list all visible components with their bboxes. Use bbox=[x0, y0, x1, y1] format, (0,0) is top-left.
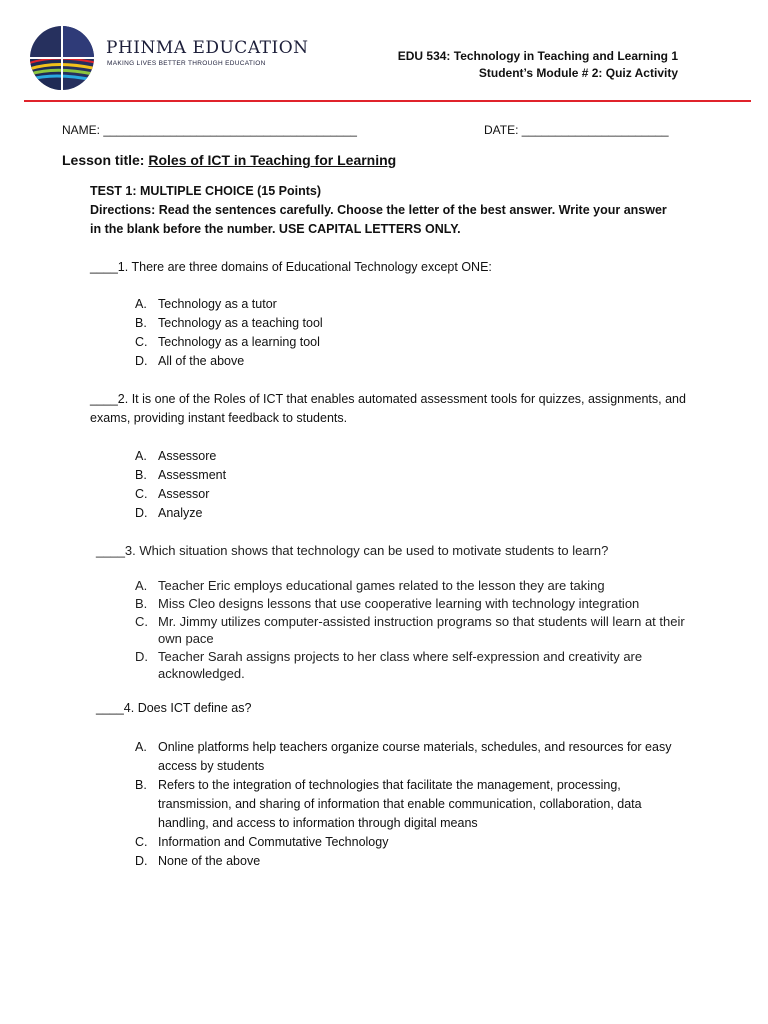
option-letter: C. bbox=[135, 335, 148, 349]
option-letter: B. bbox=[135, 316, 147, 330]
option-letter: D. bbox=[135, 854, 148, 868]
option-letter: B. bbox=[135, 596, 148, 611]
question-3-options bbox=[135, 577, 695, 682]
option-a bbox=[135, 738, 680, 776]
option-letter: B. bbox=[135, 468, 147, 482]
option-letter: B. bbox=[135, 778, 147, 792]
question-1: ____1. There are three domains of Educational Technology except ONE: bbox=[90, 260, 492, 274]
test-directions: Directions: Read the sentences carefully. Choose the letter of the best answer. Write your answer in the blank before the number. USE CAPITAL LETTERS ONLY. bbox=[90, 203, 667, 236]
option-letter: C. bbox=[135, 487, 148, 501]
question-2: ____2. It is one of the Roles of ICT that enables automated assessment tools for quizzes, assignments, and exams, providing instant feedback to students. bbox=[90, 392, 686, 425]
option-d bbox=[135, 504, 695, 523]
question-4: ____4. Does ICT define as? bbox=[96, 701, 252, 715]
option-a bbox=[135, 447, 695, 466]
option-letter: A. bbox=[135, 740, 147, 754]
option-letter: A. bbox=[135, 449, 147, 463]
option-text: Teacher Eric employs educational games related to the lesson they are taking bbox=[158, 578, 605, 593]
option-c bbox=[135, 833, 680, 852]
option-letter: D. bbox=[135, 649, 148, 664]
option-d bbox=[135, 648, 695, 682]
option-text: Assessore bbox=[158, 449, 217, 463]
course-info bbox=[398, 48, 678, 82]
option-a bbox=[135, 577, 695, 594]
brand-tagline: MAKING LIVES BETTER THROUGH EDUCATION bbox=[107, 60, 266, 67]
option-text: None of the above bbox=[158, 854, 261, 868]
option-letter: D. bbox=[135, 354, 148, 368]
option-letter: D. bbox=[135, 506, 148, 520]
test-header bbox=[90, 182, 680, 239]
option-c bbox=[135, 485, 695, 504]
option-letter: A. bbox=[135, 578, 148, 593]
option-text: Assessor bbox=[158, 487, 210, 501]
header-divider bbox=[24, 100, 751, 102]
option-c bbox=[135, 613, 695, 647]
lesson-title bbox=[62, 152, 396, 168]
option-text: Information and Commutative Technology bbox=[158, 835, 389, 849]
question-1-options bbox=[135, 295, 695, 371]
course-line: EDU 534: Technology in Teaching and Learning 1 bbox=[397, 49, 678, 63]
option-letter: C. bbox=[135, 614, 148, 629]
date-field: DATE: ______________________ bbox=[484, 123, 669, 137]
phinma-logo bbox=[22, 20, 102, 92]
option-b bbox=[135, 776, 680, 833]
option-letter: A. bbox=[135, 297, 147, 311]
option-text: Technology as a teaching tool bbox=[158, 316, 323, 330]
option-text: Analyze bbox=[158, 506, 203, 520]
option-text: Teacher Sarah assigns projects to her class where self-expression and creativity are acknowledged. bbox=[158, 649, 643, 681]
option-c bbox=[135, 333, 695, 352]
option-d bbox=[135, 852, 680, 871]
option-b bbox=[135, 314, 695, 333]
option-text: Refers to the integration of technologies that facilitate the management, processing, transmission, and sharing of information that enable communication, collaboration, data handling, and access to information through digital means bbox=[158, 778, 642, 830]
option-text: Technology as a learning tool bbox=[158, 335, 320, 349]
question-2-options bbox=[135, 447, 695, 523]
option-b bbox=[135, 595, 695, 612]
question-4-options bbox=[135, 738, 680, 871]
option-text: All of the above bbox=[158, 354, 245, 368]
option-d bbox=[135, 352, 695, 371]
lesson-title-text: Roles of ICT in Teaching for Learning bbox=[148, 152, 397, 168]
test-heading: TEST 1: MULTIPLE CHOICE (15 Points) bbox=[90, 184, 322, 198]
option-text: Miss Cleo designs lessons that use cooperative learning with technology integration bbox=[158, 596, 640, 611]
option-b bbox=[135, 466, 695, 485]
option-letter: C. bbox=[135, 835, 148, 849]
module-line: Student’s Module # 2: Quiz Activity bbox=[478, 66, 678, 80]
brand-name: PHINMA EDUCATION bbox=[106, 38, 309, 58]
phinma-globe-icon bbox=[22, 20, 102, 92]
option-text: Technology as a tutor bbox=[158, 297, 277, 311]
question-3: ____3. Which situation shows that technology can be used to motivate students to learn? bbox=[96, 543, 609, 558]
lesson-label: Lesson title: bbox=[62, 152, 149, 168]
name-field: NAME: ______________________________________ bbox=[62, 123, 357, 137]
option-text: Online platforms help teachers organize course materials, schedules, and resources for easy access by students bbox=[158, 740, 672, 773]
option-text: Mr. Jimmy utilizes computer-assisted instruction programs so that students will learn at their own pace bbox=[158, 614, 685, 646]
option-a bbox=[135, 295, 695, 314]
option-text: Assessment bbox=[158, 468, 227, 482]
